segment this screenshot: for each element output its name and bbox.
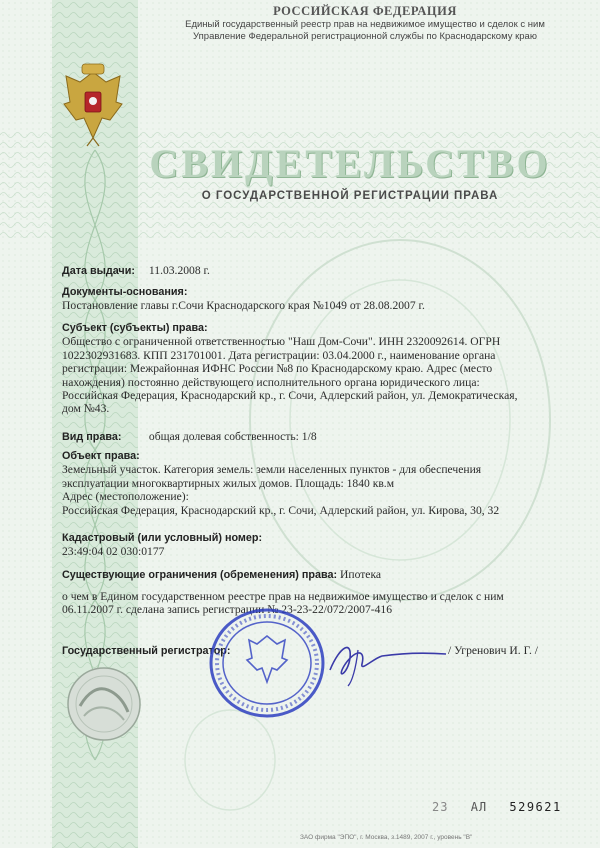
coat-of-arms-icon	[60, 62, 126, 148]
subject-line: 1022302931683. КПП 231701001. Дата регистрации: 03.04.2000 г., наименование органа	[62, 348, 496, 362]
registry-line-2: Управление Федеральной регистрационной службы по Краснодарскому краю	[193, 31, 537, 42]
signature-icon	[322, 628, 452, 688]
serial-value: 529621	[509, 800, 562, 814]
right-type-label: Вид права:	[62, 431, 122, 443]
subject-section	[62, 322, 562, 416]
object-line: Российская Федерация, Краснодарский кр., г. Сочи, Адлерский район, ул. Кирова, 30, 32	[62, 503, 500, 517]
subject-line: дом №43.	[62, 402, 110, 416]
right-type-value: общая долевая собственность: 1/8	[148, 430, 317, 443]
document-subtitle: О ГОСУДАРСТВЕННОЙ РЕГИСТРАЦИИ ПРАВА	[201, 190, 499, 202]
subject-line: регистрации: Межрайонная ИФНС России №8 по Краснодарскому краю. Адрес (место	[62, 362, 493, 376]
hologram-icon	[64, 664, 144, 744]
registration-note-line: 06.11.2007 г. сделана запись регистрации № 23-23-22/072/2007-416	[62, 603, 393, 617]
documents-label: Документы-основания:	[62, 286, 188, 298]
object-line: Адрес (местоположение):	[62, 490, 189, 504]
encumbrance-label: Существующие ограничения (обременения) права:	[62, 569, 338, 581]
subject-line: Общество с ограниченной ответственностью "Наш Дом-Сочи". ИНН 2320092614. ОГРН	[62, 335, 501, 349]
documents-value: Постановление главы г.Сочи Краснодарского края №1049 от 28.08.2007 г.	[62, 299, 425, 313]
registry-line-1: Единый государственный реестр прав на недвижимое имущество и сделок с ним	[185, 19, 545, 30]
official-seal-icon	[207, 606, 327, 720]
object-label: Объект права:	[62, 450, 140, 462]
cadastral-label: Кадастровый (или условный) номер:	[62, 532, 263, 544]
subject-line: Российская Федерация, Краснодарский кр., г. Сочи, Адлерский район, ул. Демократическая,	[62, 389, 518, 403]
printer-footer: ЗАО фирма "ЭПО", г. Москва, з.1489, 2007 г., уровень "В"	[300, 834, 473, 841]
documents-section	[62, 286, 562, 313]
encumbrance-value: Ипотека	[340, 568, 382, 581]
serial-number	[432, 800, 562, 814]
issue-date-label: Дата выдачи:	[62, 265, 135, 277]
registrar-name: / Угренович И. Г. /	[448, 644, 538, 657]
cadastral-section	[62, 532, 562, 559]
registration-note-line: о чем в Едином государственном реестре прав на недвижимое имущество и сделок с ним	[62, 590, 504, 603]
issue-date-row	[62, 264, 562, 278]
object-line: Земельный участок. Категория земель: земли населенных пунктов - для обеспечения	[62, 463, 482, 477]
country-title: РОССИЙСКАЯ ФЕДЕРАЦИЯ	[273, 4, 457, 18]
right-type-row	[62, 430, 562, 444]
serial-region: 23	[432, 800, 449, 814]
header	[150, 4, 580, 43]
subject-label: Субъект (субъекты) права:	[62, 322, 208, 334]
document-title: СВИДЕТЕЛЬСТВО	[149, 141, 551, 186]
cadastral-value: 23:49:04 02 030:0177	[62, 545, 165, 559]
registrar-label: Государственный регистратор:	[62, 645, 231, 657]
object-section	[62, 450, 562, 517]
subject-line: нахождения) постоянно действующего исполнительного органа юридического лица:	[62, 375, 480, 389]
issue-date-value: 11.03.2008 г.	[148, 264, 210, 277]
serial-series: АЛ	[470, 800, 488, 814]
object-line: эксплуатации многоквартирных жилых домов. Площадь: 1840 кв.м	[62, 476, 395, 490]
encumbrance-row	[62, 568, 562, 582]
